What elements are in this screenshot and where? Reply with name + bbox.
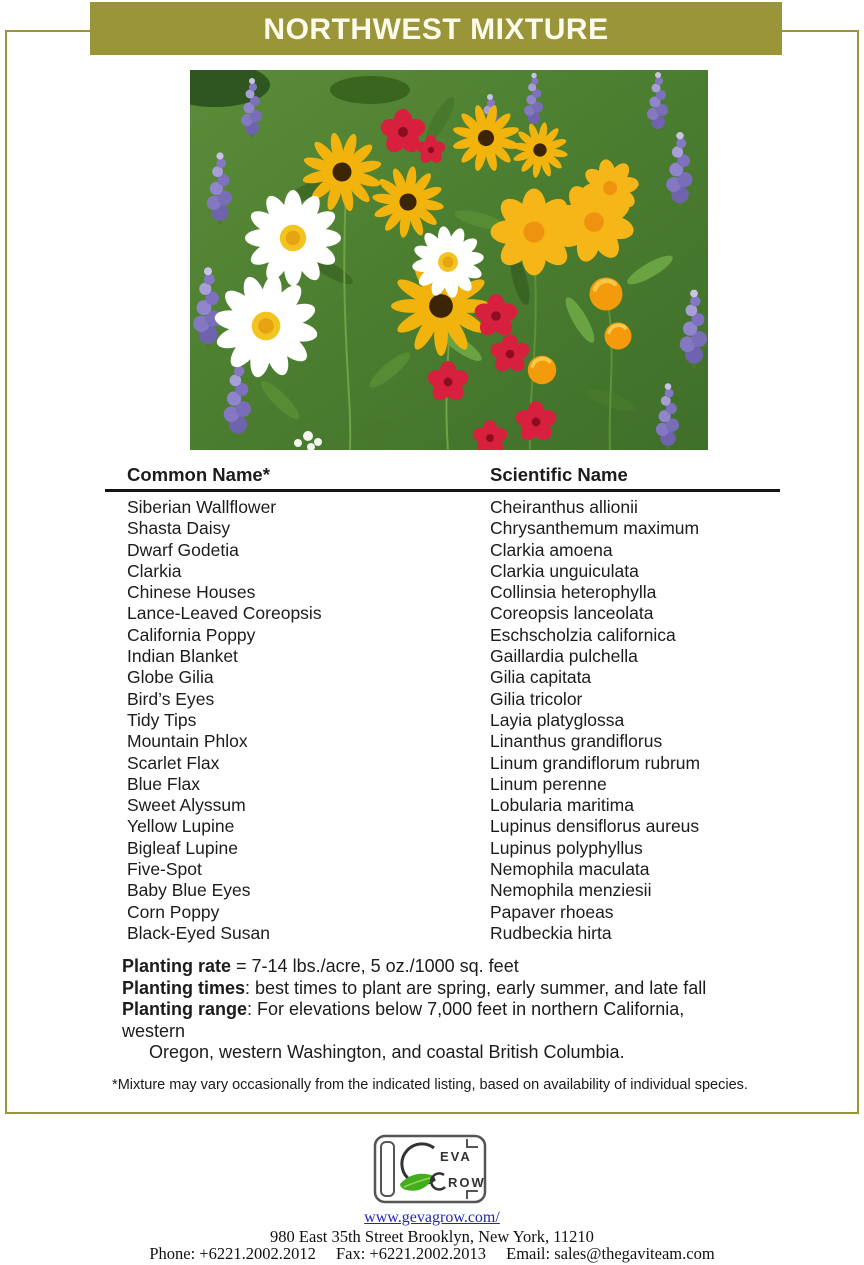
table-row xyxy=(105,710,780,731)
common-name-cell: Shasta Daisy xyxy=(127,518,231,539)
table-header xyxy=(105,464,780,488)
table-row xyxy=(105,625,780,646)
scientific-name-cell: Nemophila menziesii xyxy=(490,880,652,901)
table-row xyxy=(105,540,780,561)
planting-times-line xyxy=(122,978,802,1000)
planting-rate-line xyxy=(122,956,802,978)
table-row xyxy=(105,795,780,816)
scientific-name-cell: Lupinus polyphyllus xyxy=(490,837,643,858)
table-row xyxy=(105,816,780,837)
table-header-rule xyxy=(105,489,780,492)
table-row xyxy=(105,902,780,923)
table-row xyxy=(105,603,780,624)
table-row xyxy=(105,880,780,901)
scientific-name-cell: Nemophila maculata xyxy=(490,859,650,880)
logo-text-eva: EVA xyxy=(440,1149,472,1164)
common-name-cell: Five-Spot xyxy=(127,859,202,880)
logo-text-row: ROW xyxy=(448,1175,486,1190)
gevagrow-logo-icon xyxy=(372,1131,492,1207)
table-row xyxy=(105,838,780,859)
table-row xyxy=(105,561,780,582)
planting-rate-text: = 7-14 lbs./acre, 5 oz./1000 sq. feet xyxy=(231,956,519,976)
scientific-name-cell: Clarkia amoena xyxy=(490,539,613,560)
footer-phone: Phone: +6221.2002.2012 xyxy=(149,1244,316,1263)
common-name-cell: Scarlet Flax xyxy=(127,752,220,773)
scientific-name-cell: Clarkia unguiculata xyxy=(490,560,639,581)
common-name-cell: Baby Blue Eyes xyxy=(127,880,251,901)
table-row xyxy=(105,497,780,518)
table-row xyxy=(105,667,780,688)
table-row xyxy=(105,859,780,880)
page-title: NORTHWEST MIXTURE xyxy=(90,2,782,55)
scientific-name-cell: Coreopsis lanceolata xyxy=(490,603,654,624)
table-row xyxy=(105,646,780,667)
planting-times-label: Planting times xyxy=(122,977,246,998)
scientific-name-cell: Gilia capitata xyxy=(490,667,592,688)
common-name-cell: Indian Blanket xyxy=(127,646,238,667)
common-name-cell: Clarkia xyxy=(127,560,182,581)
common-name-cell: Dwarf Godetia xyxy=(127,539,239,560)
table-row xyxy=(105,774,780,795)
scientific-name-cell: Collinsia heterophylla xyxy=(490,582,657,603)
table-row xyxy=(105,923,780,944)
scientific-name-cell: Gilia tricolor xyxy=(490,688,583,709)
scientific-name-cell: Lobularia maritima xyxy=(490,795,634,816)
scientific-name-cell: Lupinus densiflorus aureus xyxy=(490,816,700,837)
mixture-footnote: *Mixture may vary occasionally from the indicated listing, based on availability of individual species. xyxy=(112,1077,748,1093)
table-row xyxy=(105,518,780,539)
scientific-name-cell: Chrysanthemum maximum xyxy=(490,518,700,539)
footer-email: Email: sales@thegaviteam.com xyxy=(506,1244,715,1263)
common-name-cell: Mountain Phlox xyxy=(127,731,248,752)
common-name-cell: Sweet Alyssum xyxy=(127,795,246,816)
scientific-name-cell: Layia platyglossa xyxy=(490,709,625,730)
common-name-cell: Yellow Lupine xyxy=(127,816,235,837)
common-name-cell: Bird’s Eyes xyxy=(127,688,215,709)
wildflower-photo xyxy=(190,70,708,450)
common-name-header: Common Name* xyxy=(127,464,270,485)
scientific-name-cell: Rudbeckia hirta xyxy=(490,922,612,943)
common-name-cell: Corn Poppy xyxy=(127,901,220,922)
gevagrow-logo xyxy=(372,1131,492,1207)
footer-website-line xyxy=(0,1209,864,1227)
common-name-cell: Black-Eyed Susan xyxy=(127,922,270,943)
wildflower-photo-illustration xyxy=(190,70,708,450)
footer-fax: Fax: +6221.2002.2013 xyxy=(335,1244,486,1263)
planting-range-line xyxy=(122,999,802,1021)
planting-info xyxy=(122,956,802,1064)
scientific-name-cell: Linum grandiflorum rubrum xyxy=(490,752,701,773)
species-table xyxy=(105,497,780,944)
scientific-name-cell: Eschscholzia californica xyxy=(490,624,676,645)
planting-range-label: Planting range xyxy=(122,999,248,1019)
footer-contact-line xyxy=(0,1244,864,1264)
planting-range-continuation: Oregon, western Washington, and coastal British Columbia. xyxy=(149,1042,625,1062)
scientific-name-cell: Linanthus grandiflorus xyxy=(490,731,663,752)
table-row xyxy=(105,582,780,603)
common-name-cell: Chinese Houses xyxy=(127,582,256,603)
planting-rate-label: Planting rate xyxy=(122,956,232,976)
website-link[interactable]: www.gevagrow.com/ xyxy=(364,1209,500,1226)
planting-range-wrap: western xyxy=(122,1020,186,1041)
table-row xyxy=(105,731,780,752)
common-name-cell: Globe Gilia xyxy=(127,667,214,688)
common-name-cell: California Poppy xyxy=(127,624,256,645)
scientific-name-header: Scientific Name xyxy=(490,464,628,485)
common-name-cell: Blue Flax xyxy=(127,773,200,794)
common-name-cell: Bigleaf Lupine xyxy=(127,837,238,858)
common-name-cell: Siberian Wallflower xyxy=(127,497,277,517)
planting-range-text: : For elevations below 7,000 feet in northern California, xyxy=(247,999,685,1019)
scientific-name-cell: Papaver rhoeas xyxy=(490,901,614,922)
scientific-name-cell: Cheiranthus allionii xyxy=(490,497,638,517)
table-row xyxy=(105,753,780,774)
scientific-name-cell: Linum perenne xyxy=(490,773,607,794)
planting-times-text: : best times to plant are spring, early summer, and late fall xyxy=(245,977,707,998)
common-name-cell: Tidy Tips xyxy=(127,709,197,730)
scientific-name-cell: Gaillardia pulchella xyxy=(490,646,638,667)
table-row xyxy=(105,689,780,710)
common-name-cell: Lance-Leaved Coreopsis xyxy=(127,603,322,624)
footer-address: 980 East 35th Street Brooklyn, New York, 11210 xyxy=(270,1227,594,1246)
